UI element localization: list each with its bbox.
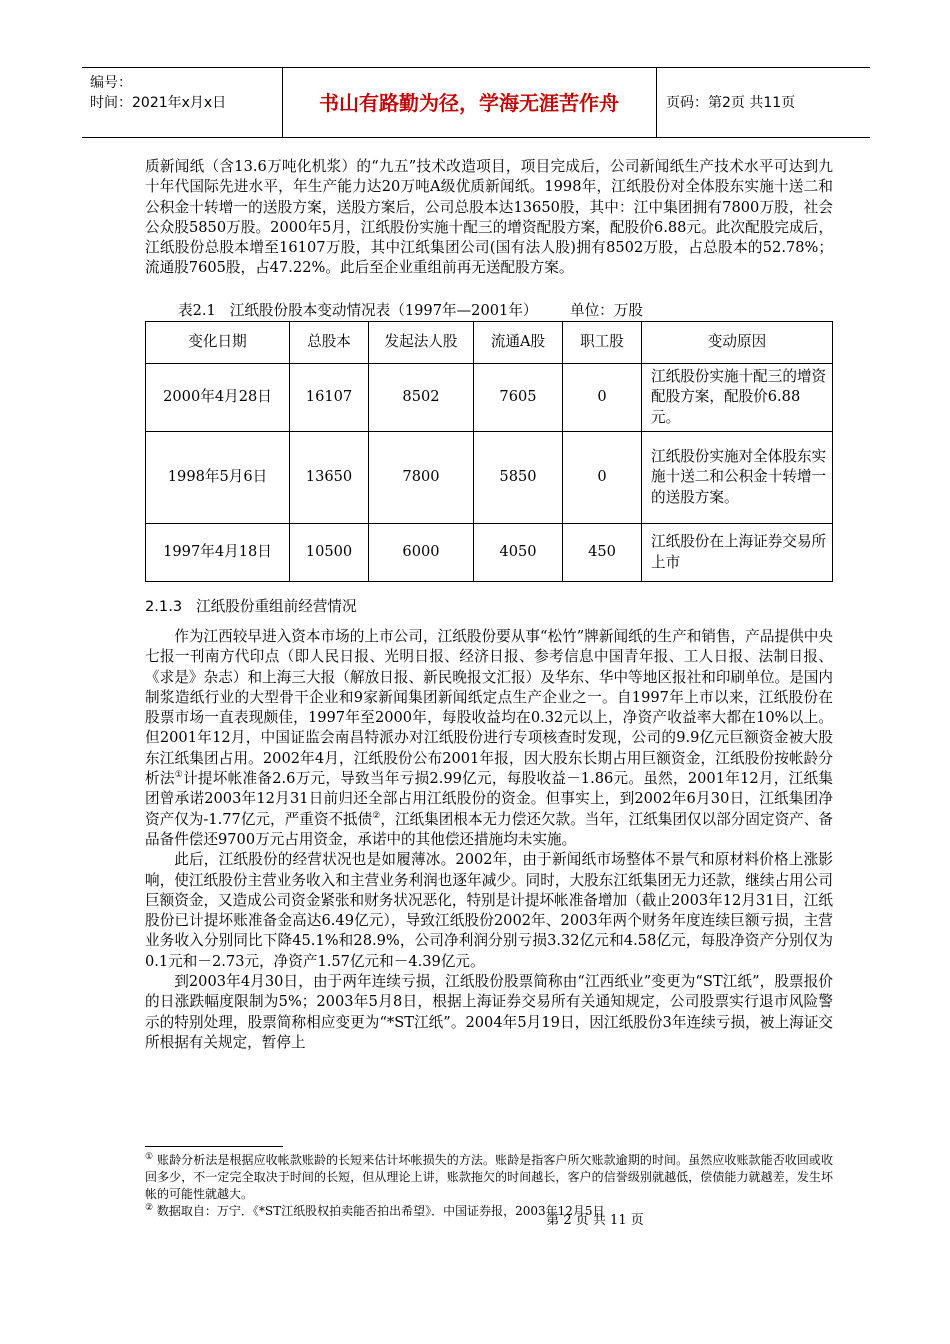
table-cell: 10500 bbox=[290, 524, 369, 582]
paragraph-2-part-c: ，江纸集团根本无力偿还欠款。当年，江纸集团仅以部分固定资产、备品备件偿还9700万元占用资金，承诺中的其他偿还措施均未实施。 bbox=[145, 810, 833, 848]
table-header-cell: 总股本 bbox=[290, 322, 369, 364]
table-cell: 8502 bbox=[369, 364, 474, 432]
table-row bbox=[146, 432, 833, 524]
header-info bbox=[90, 73, 290, 113]
footnote-ref-1[interactable]: ① bbox=[174, 770, 184, 781]
footnote-2-text: 数据取自：万宁．《*ST江纸股权拍卖能否拍出希望》．中国证券报，2003年12月5日 bbox=[153, 1204, 605, 1218]
table-cell: 7605 bbox=[474, 364, 563, 432]
share-change-table bbox=[145, 321, 833, 582]
table-header-cell: 流通A股 bbox=[474, 322, 563, 364]
paragraph-1: 质新闻纸（含13.6万吨化机浆）的“九五”技术改造项目，项目完成后，公司新闻纸生产技术水平可达到九十年代国际先进水平，年生产能力达20万吨A级优质新闻纸。1998年，江纸股份对全体股东实施十送二和公积金十转增一的送股方案，送股方案后，公司总股本达13650股，其中：江中集团拥有7800万股，社会公众股5850万股。2000年5月，江纸股份实施十配三的增资配股方案，配股价6.88元。此次配股完成后，江纸股份总股本增至16107万股，其中江纸集团公司(国有法人股)拥有8502万股，占总股本的52.78%；流通股7605股，占47.22%。此后至企业重组前再无送配股方案。 bbox=[145, 158, 833, 277]
table-cell: 6000 bbox=[369, 524, 474, 582]
footnote-1-mark: ① bbox=[145, 1152, 154, 1162]
table-header-row bbox=[146, 322, 833, 364]
section-number: 2.1.3 bbox=[145, 598, 183, 615]
table-cell: 0 bbox=[563, 432, 642, 524]
table-cell: 5850 bbox=[474, 432, 563, 524]
header-divider bbox=[656, 68, 657, 137]
section-title: 江纸股份重组前经营情况 bbox=[196, 598, 357, 615]
paragraph-2-part-b: 计提坏帐准备2.6万元，导致当年亏损2.99亿元，每股收益－1.86元。虽然，2001年12月，江纸集团曾承诺2003年12月31日前归还全部占用江纸股份的资金。但事实上，到2002年6月30日，江纸集团净资产仅为-1.77亿元，严重资不抵债 bbox=[145, 770, 833, 828]
table-cell: 4050 bbox=[474, 524, 563, 582]
table-cell: 1998年5月6日 bbox=[146, 432, 290, 524]
table-cell: 1997年4月18日 bbox=[146, 524, 290, 582]
table-header-cell: 发起法人股 bbox=[369, 322, 474, 364]
table-header-cell: 职工股 bbox=[563, 322, 642, 364]
page-footer bbox=[0, 1212, 950, 1230]
table-caption: 表2.1 江纸股份股本变动情况表（1997年—2001年） 单位：万股 bbox=[178, 302, 643, 319]
paragraph-3: 此后，江纸股份的经营状况也是如履薄冰。2002年，由于新闻纸市场整体不景气和原材料价格上涨影响，使江纸股份主营业务收入和主营业务利润也逐年减少。同时，大股东江纸集团无力还款，继续占用公司巨额资金，又造成公司资金紧张和财务状况恶化，特别是计提坏帐准备增加（截止2003年12月31日，江纸股份已计提坏账准备金高达6.49亿元），导致江纸股份2002年、2003年两个财务年度连续巨额亏损，主营业务收入分别同比下降45.1%和28.9%，公司净利润分别亏损3.32亿元和4.58亿元，每股净资产分别仅为0.1元和－2.73元，净资产1.57亿元和－4.39亿元。 bbox=[145, 851, 833, 970]
footnote-2-mark: ② bbox=[145, 1203, 154, 1213]
table-header-cell: 变化日期 bbox=[146, 322, 290, 364]
paragraph-2-part-a: 作为江西较早进入资本市场的上市公司，江纸股份要从事“松竹”牌新闻纸的生产和销售，产品提供中央七报一刊南方代印点（即人民日报、光明日报、经济日报、参考信息中国青年报、工人日报、法制日报、《求是》杂志）和上海三大报（解放日报、新民晚报文汇报）及华东、华中等地区报社和印刷单位。是国内制浆造纸行业的大型骨干企业和9家新闻集团新闻纸定点生产企业之一。自1997年上市以来，江纸股份在股票市场一直表现颇佳，1997年至2000年，每股收益均在0.32元以上，净资产收益率大都在10%以上。但2001年12月，中国证监会南昌特派办对江纸股份进行专项核查时发现，公司的9.9亿元巨额资金被大股东江纸集团占用。2002年4月，江纸股份公布2001年报，因大股东长期占用巨额资金，江纸股份按帐龄分析法 bbox=[145, 628, 833, 788]
header-page-info: 页码：第2页 共11页 bbox=[666, 95, 796, 111]
table-row bbox=[146, 524, 833, 582]
time-label: 时间：2021年x月x日 bbox=[90, 95, 227, 111]
paragraph-4: 到2003年4月30日，由于两年连续亏损，江纸股份股票简称由“江西纸业”变更为“ST江纸”，股票报价的日涨跌幅度限制为5%；2003年5月8日，根据上海证券交易所有关通知规定，公司股票实行退市风险警示的特别处理，股票简称相应变更为“*ST江纸”。2004年5月19日，因江纸股份3年连续亏损，被上海证交所根据有关规定，暂停上 bbox=[145, 973, 833, 1051]
table-cell: 江纸股份实施对全体股东实施十送二和公积金十转增一的送股方案。 bbox=[642, 432, 833, 524]
table-cell: 16107 bbox=[290, 364, 369, 432]
footnote-1 bbox=[145, 1152, 833, 1203]
table-cell: 13650 bbox=[290, 432, 369, 524]
number-label: 编号： bbox=[90, 75, 132, 91]
table-cell: 450 bbox=[563, 524, 642, 582]
paragraph-2 bbox=[145, 627, 833, 850]
table-row bbox=[146, 364, 833, 432]
table-cell: 江纸股份在上海证券交易所上市 bbox=[642, 524, 833, 582]
footnote-1-text: 账龄分析法是根据应收帐款账龄的长短来估计坏帐损失的方法。账龄是指客户所欠账款逾期的时间。虽然应收账款能否收回或收回多少，不一定完全取决于时间的长短，但从理论上讲，账款拖欠的时间越长，客户的信誉级别就越低，偿债能力就越差，发生坏帐的可能性就越大。 bbox=[145, 1153, 833, 1201]
footnotes bbox=[145, 1152, 833, 1220]
footnote-separator bbox=[145, 1146, 283, 1147]
table-header-cell: 变动原因 bbox=[642, 322, 833, 364]
body-text-top bbox=[145, 157, 833, 279]
header-motto: 书山有路勤为径，学海无涯苦作舟 bbox=[319, 91, 619, 115]
section-heading bbox=[145, 597, 357, 617]
table-cell: 2000年4月28日 bbox=[146, 364, 290, 432]
footnote-ref-2[interactable]: ② bbox=[372, 810, 381, 821]
page-header bbox=[82, 67, 870, 138]
footer-page-number: 第 2 页 共 11 页 bbox=[546, 1213, 644, 1228]
body-text-main bbox=[145, 627, 833, 1053]
table-cell: 江纸股份实施十配三的增资配股方案，配股价6.88元。 bbox=[642, 364, 833, 432]
table-cell: 7800 bbox=[369, 432, 474, 524]
table-cell: 0 bbox=[563, 364, 642, 432]
